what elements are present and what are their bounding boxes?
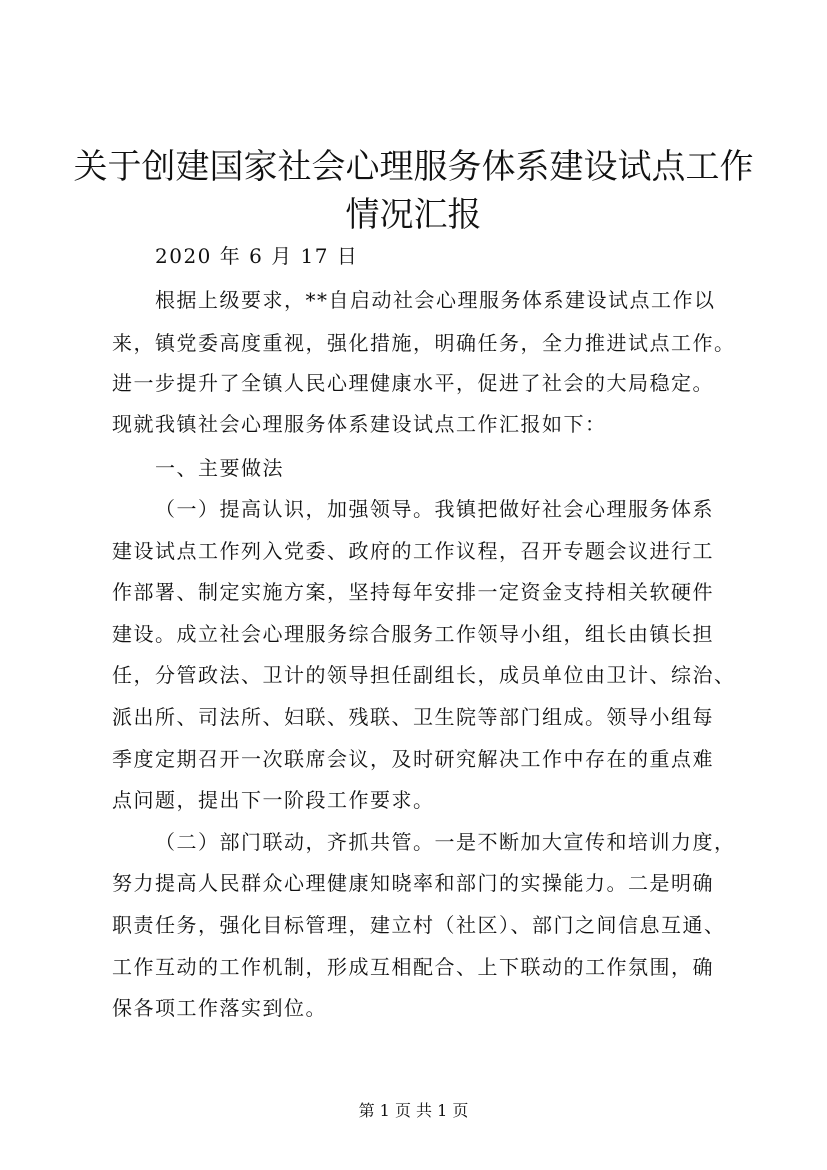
paragraph-line: 季度定期召开一次联席会议，及时研究解决工作中存在的重点难 [112, 747, 714, 771]
paragraph-line: 现就我镇社会心理服务体系建设试点工作汇报如下： [112, 412, 607, 436]
document-title-line1: 关于创建国家社会心理服务体系建设试点工作 [73, 147, 754, 187]
paragraph-line: 进一步提升了全镇人民心理健康水平，促进了社会的大局稳定。 [112, 371, 714, 395]
paragraph-line: 任，分管政法、卫计的领导担任副组长，成员单位由卫计、综治、 [112, 663, 736, 687]
paragraph-line: （一）提高认识，加强领导。我镇把做好社会心理服务体系 [155, 497, 714, 521]
paragraph-line: 作部署、制定实施方案，坚持每年安排一定资金支持相关软硬件 [112, 580, 714, 604]
document-title-line2: 情况汇报 [345, 195, 482, 235]
paragraph-line: 保各项工作落实到位。 [112, 996, 327, 1020]
paragraph-line: 根据上级要求，**自启动社会心理服务体系建设试点工作以 [155, 288, 716, 312]
section-heading: 一、主要做法 [155, 456, 284, 480]
paragraph-line: 努力提高人民群众心理健康知晓率和部门的实操能力。二是明确 [112, 871, 714, 895]
paragraph-line: 建设试点工作列入党委、政府的工作议程，召开专题会议进行工 [112, 539, 714, 563]
document-date: 2020 年 6 月 17 日 [155, 244, 359, 268]
page-number-footer: 第 1 页 共 1 页 [358, 1101, 469, 1120]
paragraph-line: 工作互动的工作机制，形成互相配合、上下联动的工作氛围，确 [112, 955, 714, 979]
paragraph-line: 点问题，提出下一阶段工作要求。 [112, 788, 435, 812]
paragraph-line: 职责任务，强化目标管理，建立村（社区）、部门之间信息互通、 [112, 913, 726, 937]
paragraph-line: 建设。成立社会心理服务综合服务工作领导小组，组长由镇长担 [112, 622, 714, 646]
paragraph-line: （二）部门联动，齐抓共管。一是不断加大宣传和培训力度， [155, 830, 736, 854]
paragraph-line: 派出所、司法所、妇联、残联、卫生院等部门组成。领导小组每 [112, 705, 714, 729]
paragraph-line: 来，镇党委高度重视，强化措施，明确任务，全力推进试点工作。 [112, 331, 736, 355]
